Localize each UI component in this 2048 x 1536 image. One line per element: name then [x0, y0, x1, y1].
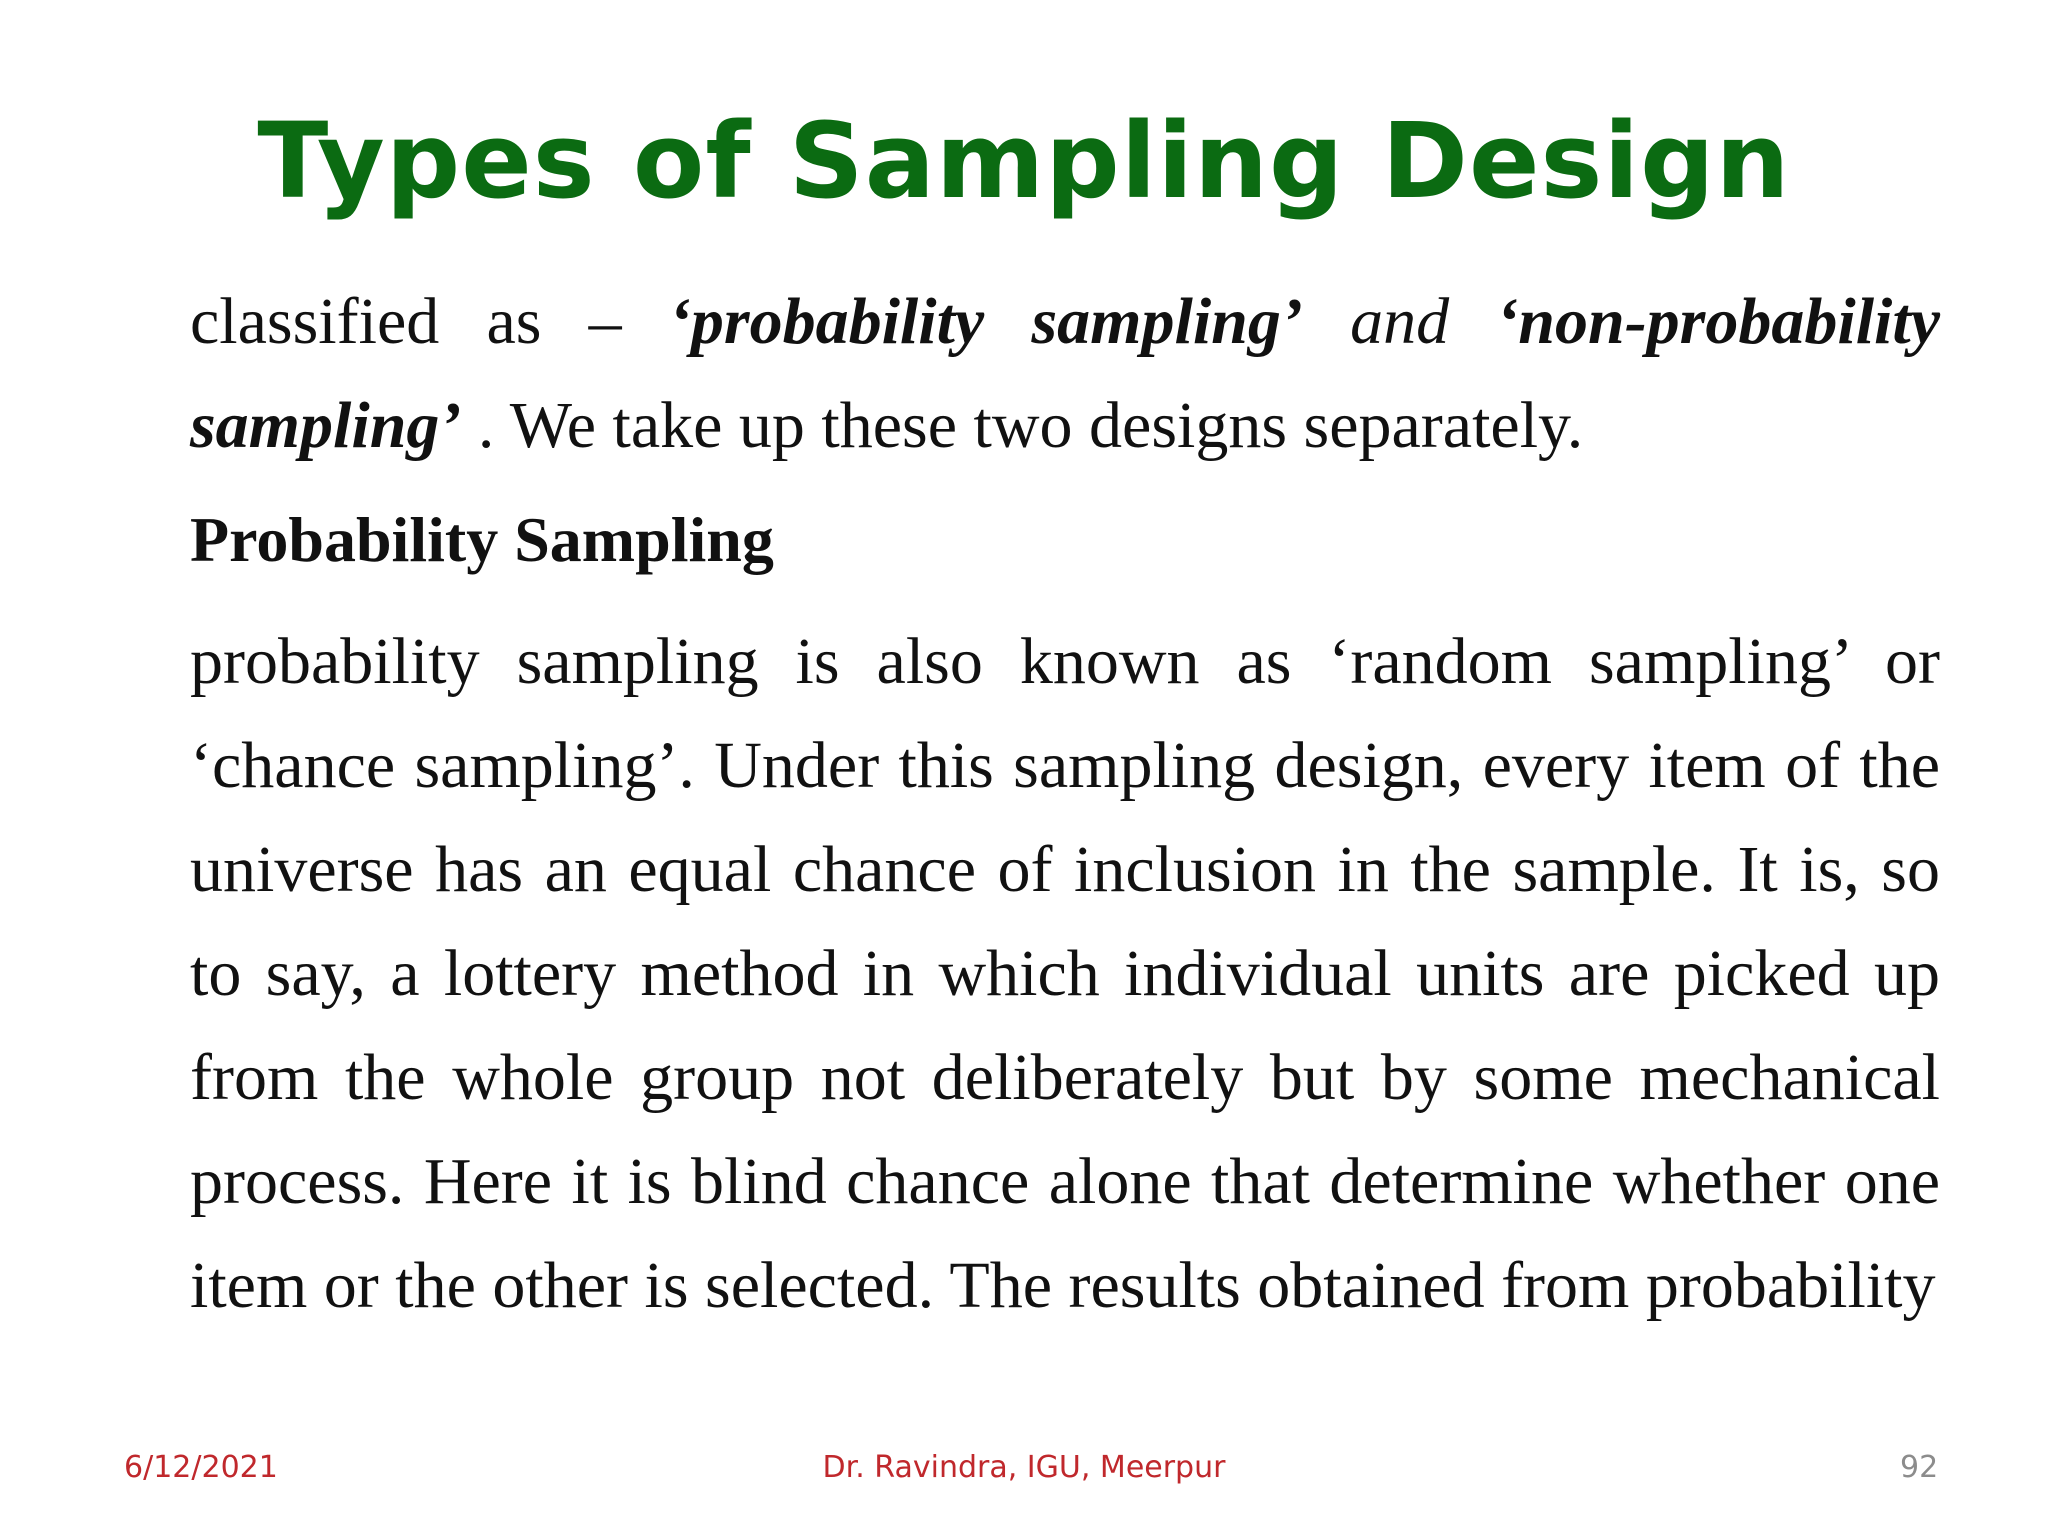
intro-conjunction: and — [1302, 285, 1497, 358]
section-heading: Probability Sampling — [190, 504, 774, 575]
intro-term-probability: ‘probability sampling’ — [668, 285, 1303, 358]
footer-date: 6/12/2021 — [124, 1450, 278, 1485]
slide-title: Types of Sampling Design — [257, 100, 1791, 222]
page-number: 92 — [1900, 1450, 1939, 1485]
intro-text-2: . We take up these two designs separately. — [461, 389, 1584, 462]
slide-body — [190, 270, 1940, 1338]
body-paragraph: probability sampling is also known as ‘random sampling’ or ‘chance sampling’. Under this sampling design, every item of the universe has an equal chance of inclusion in the sample. It is, so to say, a lottery method in which individual units are picked up from the whole group not deliberately but by some mechanical process. Here it is blind chance alone that determine whether one item or the other is selected. The results obtained from probability — [190, 625, 1940, 1322]
intro-term-non-probability: ‘non-probability sampling’ — [190, 285, 1941, 462]
intro-paragraph — [190, 270, 1940, 478]
intro-text-1: classified as – — [190, 285, 669, 358]
footer-author: Dr. Ravindra, IGU, Meerpur — [822, 1450, 1226, 1485]
